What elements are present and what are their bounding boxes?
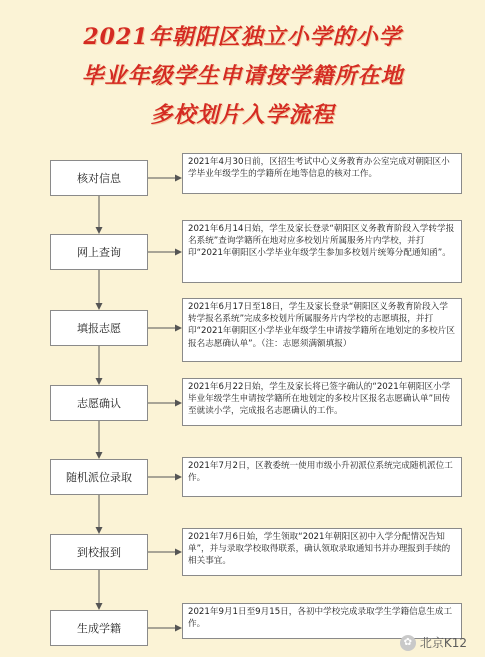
watermark-text: 北京K12: [419, 636, 467, 650]
desc-box-confirm-wishes: [182, 378, 462, 426]
step-label: 网上查询: [77, 246, 121, 259]
desc-box-random-admission: [182, 457, 462, 497]
step-box-online-query: [50, 234, 148, 270]
step-description: 2021年7月6日始，学生领取“2021年朝阳区初中入学分配情况告知单”，并与录取学校取得联系，确认领取录取通知书并办理报到手续的相关事宜。: [188, 532, 451, 567]
step-description: 2021年7月2日，区教委统一使用市级小升初派位系统完成随机派位工作。: [188, 461, 453, 484]
step-description: 2021年9月1日至9月15日，各初中学校完成录取学生学籍信息生成工作。: [188, 607, 453, 630]
step-box-fill-wishes: [50, 310, 148, 346]
step-label: 志愿确认: [77, 397, 121, 410]
wechat-icon: ✿: [400, 635, 416, 651]
step-label: 到校报到: [77, 546, 121, 559]
step-box-generate-status: [50, 610, 148, 646]
step-description: 2021年6月22日始，学生及家长将已签字确认的“2021年朝阳区小学毕业年级学生申请按学籍所在地划定的多校片区报名志愿确认单”回传至就读小学，完成报名志愿确认的工作。: [188, 382, 451, 417]
step-label: 生成学籍: [77, 622, 121, 635]
step-description: 2021年6月14日始，学生及家长登录“朝阳区义务教育阶段入学转学报名系统”查询学籍所在地对应多校划片所属服务片内学校，并打印“2021年朝阳区小学毕业年级学生参加多校划片统筹分配通知函”。: [188, 224, 455, 259]
step-box-random-admission: [50, 459, 148, 495]
step-label: 填报志愿: [77, 322, 121, 335]
step-description: 2021年4月30日前，区招生考试中心义务教育办公室完成对朝阳区小学毕业年级学生的学籍所在地等信息的核对工作。: [188, 157, 450, 180]
step-label: 随机派位录取: [66, 471, 132, 484]
desc-box-fill-wishes: [182, 298, 462, 362]
step-box-school-report: [50, 534, 148, 570]
watermark: [400, 634, 467, 651]
step-description: 2021年6月17日至18日，学生及家长登录“朝阳区义务教育阶段入学转学报名系统”完成多校划片所属服务片内学校的志愿填报，并打印“2021年朝阳区小学毕业年级学生申请按学籍所在地划定的多校片区报名志愿确认单”。（注：志愿须满额填报）: [188, 302, 455, 349]
step-box-verify-info: [50, 160, 148, 196]
title-line-3: 多校划片入学流程: [150, 102, 335, 128]
title-line-2: 毕业年级学生申请按学籍所在地: [81, 63, 404, 89]
step-box-confirm-wishes: [50, 385, 148, 421]
title-line-1: 2021年朝阳区独立小学的小学: [83, 24, 402, 50]
desc-box-verify-info: [182, 153, 462, 194]
desc-box-school-report: [182, 528, 462, 576]
desc-box-online-query: [182, 220, 462, 283]
step-label: 核对信息: [77, 172, 121, 185]
